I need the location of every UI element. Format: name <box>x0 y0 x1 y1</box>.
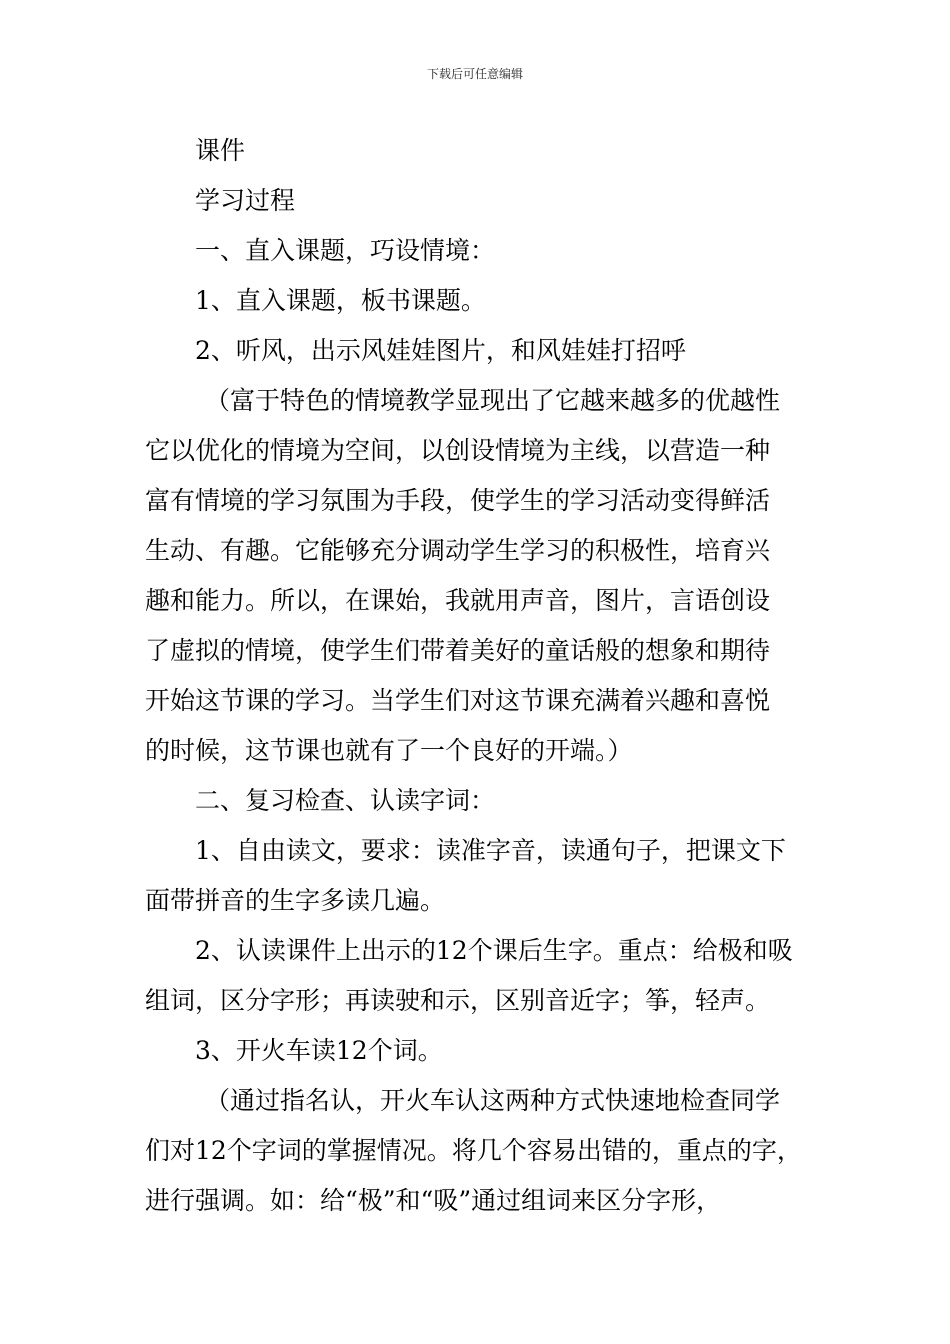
document-body <box>145 126 825 1226</box>
paragraph-line: 进行强调。如：给“极”和“吸”通过组词来区分字形， <box>145 1186 722 1215</box>
section-title: 学习过程 <box>195 186 296 215</box>
paragraph-line: 的时候，这节课也就有了一个良好的开端。） <box>145 736 633 765</box>
list-item: 2、听风，出示风娃娃图片，和风娃娃打招呼 <box>195 336 686 365</box>
paragraph-line: （富于特色的情境教学显现出了它越来越多的优越性 <box>205 386 781 415</box>
paragraph-line: 富有情境的学习氛围为手段，使学生的学习活动变得鲜活 <box>145 486 771 515</box>
paragraph-line: 生动、有趣。它能够充分调动学生学习的积极性，培育兴 <box>145 536 771 565</box>
paragraph-line: 它以优化的情境为空间，以创设情境为主线，以营造一种 <box>145 436 771 465</box>
paragraph-line: 课件 <box>195 136 246 165</box>
list-item: 2、认读课件上出示的12个课后生字。重点：给极和吸 <box>195 936 793 965</box>
list-item: 1、自由读文，要求：读准字音，读通句子，把课文下 <box>195 836 786 865</box>
paragraph-line: 开始这节课的学习。当学生们对这节课充满着兴趣和喜悦 <box>145 686 771 715</box>
paragraph-line: 面带拼音的生字多读几遍。 <box>145 886 446 915</box>
list-item: 1、直入课题，板书课题。 <box>195 286 486 315</box>
list-item: 3、开火车读12个词。 <box>195 1036 443 1065</box>
paragraph-line: 了虚拟的情境，使学生们带着美好的童话般的想象和期待 <box>145 636 771 665</box>
paragraph-line: （通过指名认，开火车认这两种方式快速地检查同学 <box>205 1086 781 1115</box>
paragraph-line: 组词，区分字形；再读驶和示，区别音近字；筝，轻声。 <box>145 986 771 1015</box>
section-heading: 二、复习检查、认读字词： <box>195 786 496 815</box>
section-heading: 一、直入课题，巧设情境： <box>195 236 496 265</box>
page-header: 下载后可任意编辑 <box>426 67 523 81</box>
paragraph-line: 们对12个字词的掌握情况。将几个容易出错的，重点的字， <box>145 1136 802 1165</box>
paragraph-line: 趣和能力。所以，在课始，我就用声音，图片，言语创设 <box>145 586 771 615</box>
